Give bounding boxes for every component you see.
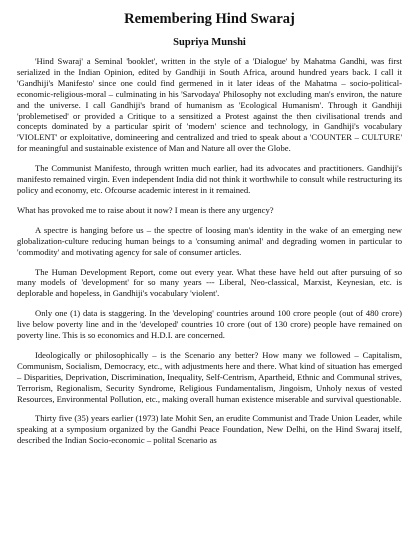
paragraph: Only one (1) data is staggering. In the 'developing' countries around 100 crore people (out of 480 crore) live below poverty line and in the 'developed' countries 10 crore (out of 130 crore) people have remained on poverty line. This is so economics and H.D.I. are concerned. xyxy=(17,308,402,341)
paragraph: 'Hind Swaraj' a Seminal 'booklet', written in the style of a 'Dialogue' by Mahatma Gandhi, was first serialized in the Indian Opinion, edited by Gandhiji in South Africa, around hundred years back. I call it 'Gandhiji's Manifesto' since one could find germened in it later ideas of the Mahatma – socio-political-economic-religious-moral – culminating in his 'Sarvodaya' Philosophy not excluding man's environ, the nature and the universe. I call Gandhiji's brand of humanism as 'Ecological Humanism'. Through it Gandhiji 'problemetised' or provided a Critique to a sensitized a Protest against the then civilisational trends and concepts dominated by a particular spirit of 'modern' science and technology, in Gandhiji's vocabulary 'VIOLENT' or exploitative, domineering and centralized and tried to speak about a 'COUNTER – CULTURE' for meaningful and sustainable existence of Man and Nature all over the Globe. xyxy=(17,56,402,154)
paragraph: Ideologically or philosophically – is the Scenario any better? How many we followed – Capitalism, Communism, Socialism, Democracy, etc., with adjustments here and there. What kind of situation has emerged – Disparities, Deprivation, Discrimination, Inequality, Self-Centrism, Apartheid, Ethnic and Communal strives, Terrorism, Regionalism, Security Syndrome, Religious Fundamentalism, Jingoism, Unholy nexus of vested Resources, Environmental Pollution, etc., making overall human existence miserable and survival questionable. xyxy=(17,349,402,404)
paragraph: Thirty five (35) years earlier (1973) late Mohit Sen, an erudite Communist and Trade Union Leader, while speaking at a symposium organized by the Gandhi Peace Foundation, New Delhi, on the Hind Swaraj itself, described the Indian Socio-economic – polital Scenario as xyxy=(17,413,402,446)
page-title: Remembering Hind Swaraj xyxy=(124,11,295,27)
paragraph: What has provoked me to raise about it now? I mean is there any urgency? xyxy=(17,204,274,215)
paragraph: The Human Development Report, come out every year. What these have held out after pursuing of so many models of 'development' for so many years --- Liberal, Neo-classical, Marxist, Keynesian, etc. is deplorable and hopeless, in Gandhiji's vocabulary 'violent'. xyxy=(17,266,402,299)
paragraph: A spectre is hanging before us – the spectre of loosing man's identity in the wake of an emerging new globalization-culture reducing human beings to a 'consuming animal' and degrading women in particular to 'commodity' and motivating agency for sale of consumer articles. xyxy=(17,224,402,257)
author-name: Supriya Munshi xyxy=(173,37,246,48)
paragraph: The Communist Manifesto, through written much earlier, had its advocates and practitioners. Gandhiji's manifesto remained virgin. Even independent India did not think it worthwhile to consult while restructuring its policy and economy, etc. Ofcourse academic interest in it remained. xyxy=(17,163,402,195)
